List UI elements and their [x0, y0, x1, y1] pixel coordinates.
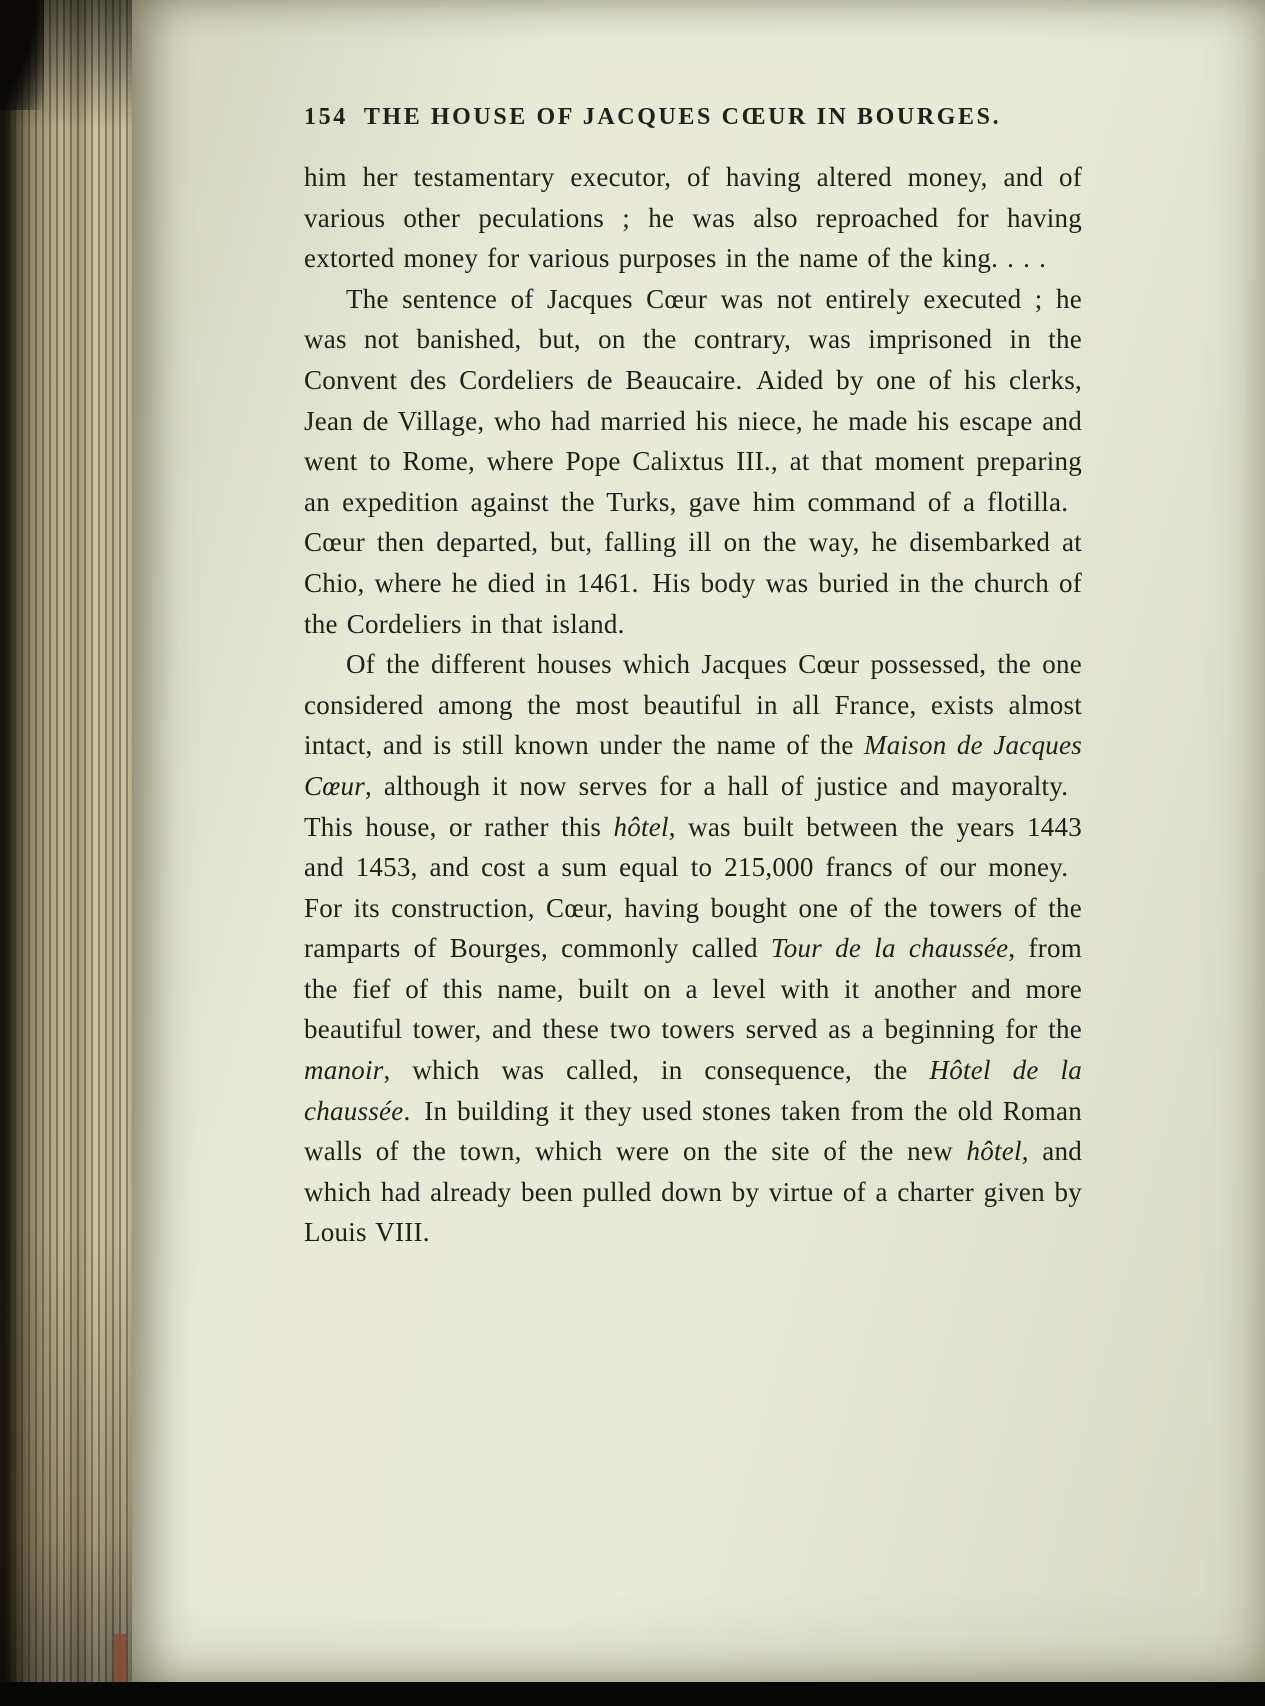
text-segment: him her testamentary executor, of having altered money, and of various other peculations ; he was also reproached for having extorted money for various purposes in the name of the king. . . . — [304, 162, 1082, 274]
text-segment: , although it now serves for a hall of justice and mayoralty. This house, or rather this — [304, 770, 1082, 842]
italic-text: Maison de Jacques Cœur — [304, 730, 1082, 801]
running-title: THE HOUSE OF JACQUES CŒUR IN BOURGES. — [363, 104, 1002, 130]
text-segment: , which was called, in consequence, the — [383, 1055, 930, 1086]
text-segment: The sentence of Jacques Cœur was not entirely executed ; he was not banished, but, on the contrary, was imprisoned in the Convent des Cordeliers de Beaucaire. Aided by one of his clerks, Jean de Village, who had married his niece, he made his escape and went to Rome, where Pope Calixtus III., at that moment preparing an expedition against the Turks, gave him command of a flotilla. Cœur then departed, but, falling ill on the way, he disembarked at Chio, where he died in 1461. His body was buried in the church of the Cordeliers in that island. — [304, 283, 1082, 639]
text-segment: . In building it they used stones taken from the old Roman walls of the town, which were on the site of the new — [304, 1095, 1082, 1167]
page-edge-accent — [114, 1634, 126, 1682]
book-page — [132, 0, 1265, 1682]
page-text — [304, 0, 1082, 1253]
text-segment: , from the fief of this name, built on a level with it another and more beautiful tower, and these two towers served as a beginning for the — [304, 933, 1082, 1045]
page-number: 154 — [304, 104, 348, 130]
body-paragraphs — [304, 157, 1082, 1253]
paragraph — [304, 279, 1082, 644]
text-segment: Of the different houses which Jacques Cœur possessed, the one considered among the most beautiful in all France, exists almost intact, and is still known under the name of the — [304, 649, 1082, 761]
page-header — [304, 104, 1082, 131]
scan-edge-bottom — [0, 1682, 1265, 1706]
text-segment: , was built between the years 1443 and 1453, and cost a sum equal to 215,000 francs of our money. For its construction, Cœur, having bought one of the towers of the ramparts of Bourges, commonly called — [304, 811, 1082, 964]
book-page-edges — [0, 0, 132, 1706]
italic-text: manoir — [304, 1055, 384, 1086]
italic-text: Hôtel de la chaussée — [304, 1055, 1082, 1126]
italic-text: Tour de la chaussée — [770, 933, 1009, 964]
corner-shadow — [0, 0, 44, 110]
italic-text: hôtel — [613, 811, 669, 842]
text-segment: , and which had already been pulled down by virtue of a charter given by Louis VIII. — [304, 1136, 1083, 1248]
paragraph — [304, 157, 1082, 279]
paragraph — [304, 644, 1082, 1253]
italic-text: hôtel — [966, 1136, 1022, 1167]
